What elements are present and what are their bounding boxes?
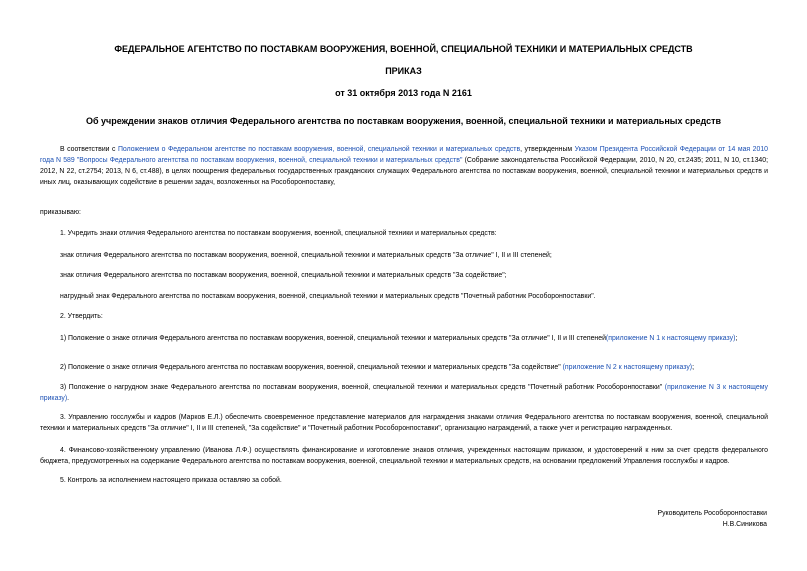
preamble [40, 144, 768, 188]
appendix-1-link[interactable]: (приложение N 1 к настоящему приказу) [605, 335, 736, 342]
appendix-3-link[interactable]: (приложение N 3 к настоящему приказу) [40, 384, 768, 402]
clause-4: 4. Финансово-хозяйственному управлению (Иванова Л.Ф.) осуществлять финансирование и изготовление знаков отличия, учрежденных настоящим приказом, и удостоверений к ним за счет средств федерального бюджета, предусмотренных на содержание Федерального агентства по поставкам вооружения, военной, специальной техники и материальных средств, на основании предложений Управления госслужбы и кадров. [40, 447, 768, 465]
clause-2-item-3-text: 3) Положение о нагрудном знаке Федерального агентства по поставкам вооружения, военной, специальной техники и материальных средств "Почетный работник Рособоронпоставки" [60, 384, 665, 391]
clause-2-item-2-text: 2) Положение о знаке отличия Федерального агентства по поставкам вооружения, военной, специальной техники и материальных средств "За содействие" [60, 364, 563, 371]
preamble-text-3: (Собрание законодательства Российской Федерации, 2010, N 20, ст.2435; 2011, N 10, ст.1340; 2012, N 22, ст.2754; 2013, N 6, ст.488), в целях поощрения федеральных государственных гражданских служащих Федерального агентства по поставкам вооружения, военной, специальной техники и материальных средств и иных лиц, оказывающих содействие в решении задач, возложенных на Рособоронпоставку, [40, 157, 768, 186]
appendix-2-link[interactable]: (приложение N 2 к настоящему приказу) [562, 364, 693, 371]
clause-2-item-3 [40, 382, 768, 404]
clause-2-item-1-end: ; [735, 335, 738, 342]
clause-2-item-3-end: . [67, 395, 70, 402]
clause-2-item-1-text: 1) Положение о знаке отличия Федерального агентства по поставкам вооружения, военной, специальной техники и материальных средств "За отличие" I, II и III степеней [60, 335, 606, 342]
signature-position: Руководитель Рособоронпоставки [657, 510, 767, 517]
clause-2-item-2-end: ; [692, 364, 694, 371]
preamble-text-2: , утвержденным [520, 146, 575, 153]
order-word: приказываю: [40, 209, 81, 216]
clause-5: 5. Контроль за исполнением настоящего приказа оставляю за собой. [60, 477, 282, 484]
document-date: от 31 октября 2013 года N 2161 [335, 88, 472, 98]
clause-1-item-b: знак отличия Федерального агентства по поставкам вооружения, военной, специальной техники и материальных средств "За содействие"; [60, 272, 507, 279]
regulation-link[interactable]: Положением о Федеральном агентстве по поставкам вооружения, военной, специальной техники и материальных средств [117, 146, 521, 153]
clause-2-item-1 [40, 333, 768, 344]
clause-1: 1. Учредить знаки отличия Федерального агентства по поставкам вооружения, военной, специальной техники и материальных средств: [60, 230, 497, 237]
clause-3: 3. Управлению госслужбы и кадров (Марков Е.Л.) обеспечить своевременное представление материалов для награждения знаками отличия Федерального агентства по поставкам вооружения, военной, специальной техники и материальных средств "За отличие" I, II и III степеней, "За содействие" и "Почетный работник Рособоронпоставки", организацию награждений, а также учет и регистрацию награжденных. [40, 414, 768, 432]
clause-1-item-c: нагрудный знак Федерального агентства по поставкам вооружения, военной, специальной техники и материальных средств "Почетный работник Рособоронпоставки". [60, 293, 596, 300]
document-type: ПРИКАЗ [385, 66, 422, 76]
preamble-text-1: В соответствии с [60, 146, 118, 153]
document-title: Об учреждении знаков отличия Федерального агентства по поставкам вооружения, военной, специальной техники и материальных средств [85, 116, 722, 126]
agency-name: ФЕДЕРАЛЬНОЕ АГЕНТСТВО ПО ПОСТАВКАМ ВООРУЖЕНИЯ, ВОЕННОЙ, СПЕЦИАЛЬНОЙ ТЕХНИКИ И МАТЕРИАЛЬНЫХ СРЕДСТВ [114, 44, 693, 54]
presidential-decree-link[interactable]: Указом Президента Российской Федерации от 14 мая 2010 года N 589 "Вопросы Федерального агентства по поставкам вооружения, военной, специальной техники и материальных средств" [40, 146, 768, 164]
clause-1-item-a: знак отличия Федерального агентства по поставкам вооружения, военной, специальной техники и материальных средств "За отличие" I, II и III степеней; [60, 252, 552, 259]
clause-2: 2. Утвердить: [60, 313, 103, 320]
clause-2-item-2 [40, 362, 768, 373]
signature-name: Н.В.Синикова [722, 521, 767, 528]
